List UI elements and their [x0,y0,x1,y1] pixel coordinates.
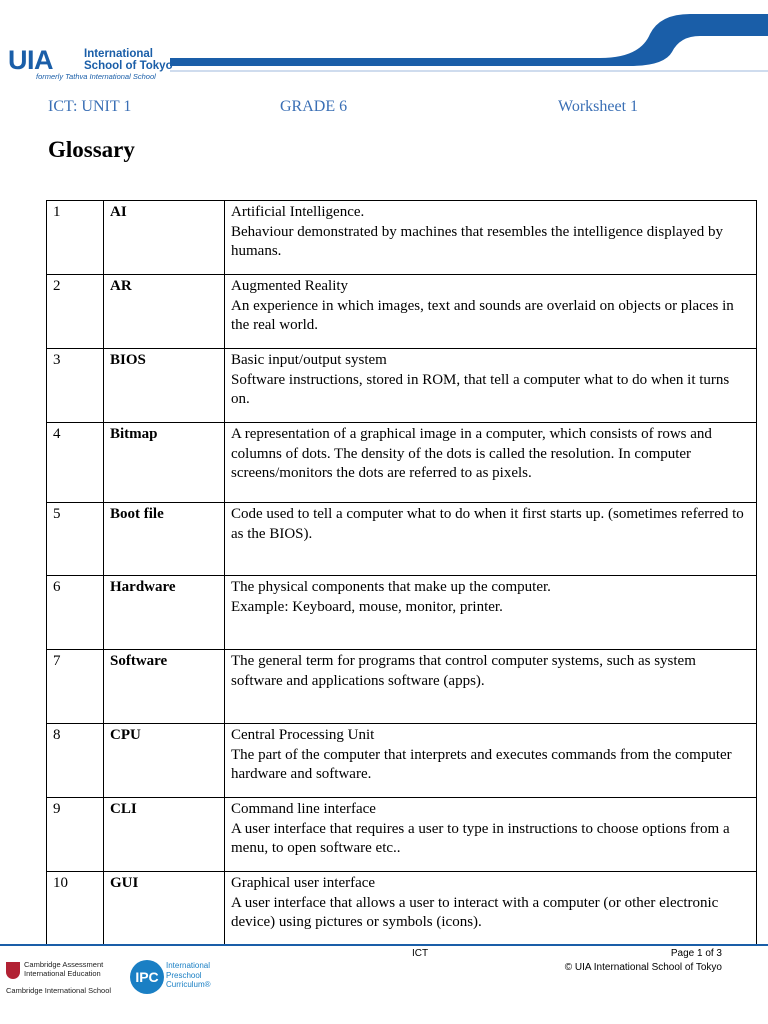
footer-rule [0,944,768,946]
definition-text: An experience in which images, text and sounds are overlaid on objects or places in the real world. [231,297,734,333]
row-number: 8 [47,724,104,798]
row-number: 5 [47,503,104,576]
unit-label: ICT: UNIT 1 [48,98,132,115]
row-definition [225,872,757,946]
definition-title: Command line interface [231,801,376,817]
footer-page-number: Page 1 of 3 [670,948,722,959]
row-term: CPU [104,724,225,798]
logo-mark: UIA [8,45,53,75]
row-number: 7 [47,650,104,724]
table-row [47,650,757,724]
glossary-table [46,200,757,946]
row-definition [225,798,757,872]
definition-text: Code used to tell a computer what to do when it first starts up. (sometimes referred to as the BIOS). [231,506,744,542]
row-term: Boot file [104,503,225,576]
definition-text: A user interface that allows a user to interact with a computer (or other electronic device) using pictures or symbols (icons). [231,894,719,930]
row-number: 1 [47,201,104,275]
row-term: Hardware [104,576,225,650]
row-definition [225,650,757,724]
logo-school-name: International School of Tokyo [84,48,173,72]
definition-title: Basic input/output system [231,352,387,368]
row-definition [225,349,757,423]
footer-subject: ICT [412,948,429,959]
row-term: BIOS [104,349,225,423]
row-term: Bitmap [104,423,225,503]
row-number: 4 [47,423,104,503]
row-definition [225,275,757,349]
cambridge-logo [6,960,124,1000]
row-definition [225,503,757,576]
row-number: 2 [47,275,104,349]
footer-copyright: © UIA International School of Tokyo [564,962,722,973]
table-row [47,423,757,503]
row-term: AI [104,201,225,275]
ipc-mark-icon: IPC [130,960,164,994]
table-row [47,872,757,946]
school-logo [0,40,173,82]
table-row [47,798,757,872]
logo-formerly: formerly Tathva International School [36,72,156,81]
row-term: Software [104,650,225,724]
grade-label: GRADE 6 [280,98,348,115]
row-term: GUI [104,872,225,946]
definition-title: Augmented Reality [231,278,349,294]
definition-text: Behaviour demonstrated by machines that resembles the intelligence displayed by humans. [231,223,723,259]
ipc-text: International Preschool Curriculum® [166,961,211,989]
table-row [47,201,757,275]
definition-title: Central Processing Unit [231,727,375,743]
ipc-logo [130,960,226,1000]
definition-text: Software instructions, stored in ROM, that tell a computer what to do when it turns on. [231,371,730,407]
row-term: CLI [104,798,225,872]
row-number: 3 [47,349,104,423]
definition-text: Example: Keyboard, mouse, monitor, printer. [231,598,503,615]
definition-title: Graphical user interface [231,875,376,891]
page-title: Glossary [48,137,135,162]
definition-text: A user interface that requires a user to type in instructions to choose options from a menu, to open software etc.. [231,820,730,856]
table-row [47,503,757,576]
cambridge-text: Cambridge Assessment International Education [24,960,104,978]
worksheet-label: Worksheet 1 [558,98,639,115]
definition-title: Artificial Intelligence. [231,204,365,220]
row-definition [225,724,757,798]
row-number: 6 [47,576,104,650]
table-row [47,576,757,650]
cambridge-school: Cambridge International School [6,986,112,995]
definition-text: The part of the computer that interprets and executes commands from the computer hardware and software. [231,746,732,782]
definition-text: The general term for programs that control computer systems, such as system software and applications software (apps). [231,653,696,689]
row-number: 10 [47,872,104,946]
cambridge-shield-icon [6,962,20,979]
table-row [47,349,757,423]
row-definition [225,423,757,503]
definition-title: The physical components that make up the computer. [231,579,551,595]
row-definition [225,576,757,650]
table-row [47,724,757,798]
row-definition [225,201,757,275]
definition-text: A representation of a graphical image in a computer, which consists of rows and columns of dots. The density of the dots is called the resolution. In computer screens/monitors the dots are referred to as pixels. [231,426,712,481]
row-term: AR [104,275,225,349]
row-number: 9 [47,798,104,872]
table-row [47,275,757,349]
